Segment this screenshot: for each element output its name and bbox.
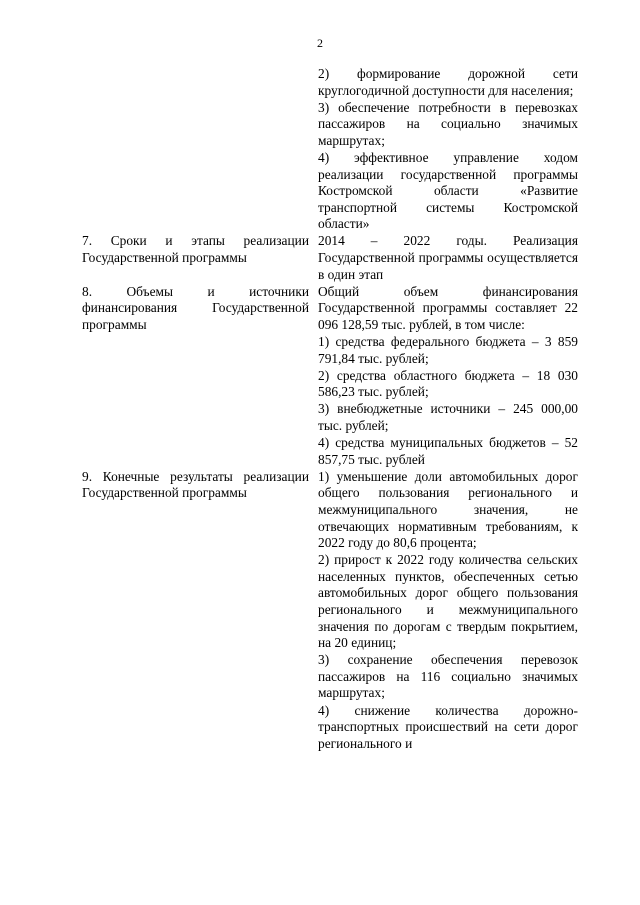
- list-item: 2) средства областного бюджета – 18 030 586,23 тыс. рублей;: [318, 367, 578, 400]
- table-row-goals-continued: [82, 66, 578, 233]
- list-item: 1) уменьшение доли автомобильных дорог общего пользования регионального и межмуниципального значения, не отвечающих нормативным требованиям, к 2022 году до 80,6 процента;: [318, 468, 578, 551]
- list-item: 3) обеспечение потребности в перевозках пассажиров на социально значимых маршрутах;: [318, 99, 578, 148]
- list-item: 1) средства федерального бюджета – 3 859 791,84 тыс. рублей;: [318, 334, 578, 366]
- table-row-results: [82, 469, 578, 753]
- list-item: 2014 – 2022 годы. Реализация Государственной программы осуществляется в один этап: [318, 233, 578, 282]
- row-content: [318, 284, 578, 469]
- passport-table: [82, 66, 578, 753]
- list-item: 3) сохранение обеспечения перевозок пассажиров на 116 социально значимых маршрутах;: [318, 652, 578, 701]
- page-number: 2: [317, 36, 323, 50]
- row-label: 8. Объемы и источники финансирования Государственной программы: [82, 283, 309, 332]
- row-label: [82, 66, 309, 233]
- list-item: 4) эффективное управление ходом реализации государственной программы Костромской области «Развитие транспортной системы Костромской области»: [318, 149, 578, 232]
- row-content: [318, 233, 578, 283]
- table-row-financing: [82, 284, 578, 469]
- row-label: 9. Конечные результаты реализации Государственной программы: [82, 468, 309, 501]
- row-label: 7. Сроки и этапы реализации Государственной программы: [82, 233, 309, 266]
- row-content: [318, 469, 578, 753]
- list-item: 2) формирование дорожной сети круглогодичной доступности для населения;: [318, 66, 578, 98]
- list-item: 4) средства муниципальных бюджетов – 52 857,75 тыс. рублей: [318, 435, 578, 467]
- list-item: Общий объем финансирования Государственной программы составляет 22 096 128,59 тыс. рублей, в том числе:: [318, 283, 578, 332]
- table-row-timeline: [82, 233, 578, 283]
- row-content: [318, 66, 578, 233]
- list-item: 3) внебюджетные источники – 245 000,00 тыс. рублей;: [318, 401, 578, 433]
- list-item: 2) прирост к 2022 году количества сельских населенных пунктов, обеспеченных сетью автомобильных дорог общего пользования регионального и межмуниципального значения по дорогам с твердым покрытием, на 20 единиц;: [318, 552, 578, 651]
- list-item: 4) снижение количества дорожно-транспортных происшествий на сети дорог регионального и: [318, 702, 578, 751]
